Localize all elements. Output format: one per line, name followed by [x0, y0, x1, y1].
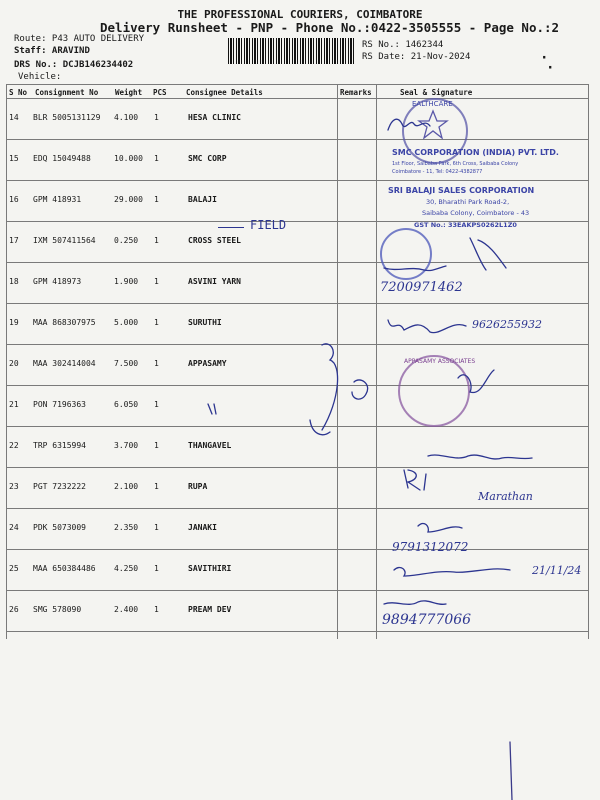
margin-pen-line: [510, 742, 512, 800]
cell-pcs: 1: [154, 564, 159, 573]
header-pcs: PCS: [153, 88, 167, 97]
balaji-stamp-line1: SRI BALAJI SALES CORPORATION: [388, 186, 535, 195]
header-consignee: Consignee Details: [186, 88, 263, 97]
cell-sno: 26: [9, 605, 19, 614]
signature-row18: [384, 266, 446, 271]
cell-consignee: SMC CORP: [188, 154, 227, 163]
handwritten-phone-row18: 7200971462: [380, 280, 463, 295]
cell-pcs: 1: [154, 441, 159, 450]
cell-weight: 6.050: [114, 400, 139, 409]
cell-consignee: SAVITHIRI: [188, 564, 232, 573]
cell-weight: 0.250: [114, 236, 139, 245]
handwritten-phone-row24: 9791312072: [392, 540, 469, 554]
cell-weight: 2.100: [114, 482, 139, 491]
cell-pcs: 1: [154, 113, 159, 122]
cell-pcs: 1: [154, 400, 159, 409]
cell-consignment: GPM 418973: [33, 277, 82, 286]
cell-pcs: 1: [154, 359, 159, 368]
cell-sno: 14: [9, 113, 19, 122]
cell-consignee: BALAJI: [188, 195, 217, 204]
signature-row19: [388, 320, 466, 333]
cell-consignment: TRP 6315994: [33, 441, 86, 450]
cell-sno: 20: [9, 359, 19, 368]
signature-row14: [388, 119, 430, 130]
appasamy-seal-text: APPASAMY ASSOCIATES: [404, 358, 476, 365]
smc-stamp-line3: Coimbatore - 11, Tel: 0422-4382877: [392, 169, 483, 175]
smc-stamp-line1: SMC CORPORATION (INDIA) PVT. LTD.: [392, 148, 559, 157]
cell-pcs: 1: [154, 154, 159, 163]
cell-pcs: 1: [154, 195, 159, 204]
cell-consignment: MAA 650384486: [33, 564, 96, 573]
signature-row25: [394, 568, 510, 576]
route-label: Route: P43 AUTO DELIVERY: [14, 34, 145, 44]
cell-consignment: MAA 302414004: [33, 359, 96, 368]
signature-row23: [428, 455, 532, 459]
ink-dot: ·: [540, 50, 549, 66]
cell-weight: 4.250: [114, 564, 139, 573]
header-weight: Weight: [115, 88, 143, 97]
cell-weight: 2.400: [114, 605, 139, 614]
cell-pcs: 1: [154, 523, 159, 532]
cell-pcs: 1: [154, 277, 159, 286]
cell-sno: 25: [9, 564, 19, 573]
cell-weight: 7.500: [114, 359, 139, 368]
cell-consignee: JANAKI: [188, 523, 217, 532]
header-sno: S No: [9, 88, 28, 97]
staff-label: Staff: ARAVIND: [14, 46, 90, 56]
smc-stamp-line2: 1st Floor, Saibaba Park, 6th Cross, Saibaba Colony: [392, 161, 519, 167]
cell-sno: 19: [9, 318, 19, 327]
cell-sno: 18: [9, 277, 19, 286]
header-seal-signature: Seal & Signature: [400, 88, 473, 97]
cell-sno: 16: [9, 195, 19, 204]
drs-number: DRS No.: DCJB146234402: [14, 60, 134, 70]
cell-weight: 5.000: [114, 318, 139, 327]
ink-mark-20-21: [310, 344, 338, 435]
ink-circle-mark: [352, 380, 368, 399]
round-seal-text: EALTHCARE: [412, 100, 453, 108]
signature-row24: [418, 524, 462, 532]
ink-dot: ·: [546, 60, 555, 76]
cell-consignment: IXM 507411564: [33, 236, 96, 245]
cell-consignee: RUPA: [188, 482, 208, 491]
cell-consignee: CROSS STEEL: [188, 236, 241, 245]
cell-pcs: 1: [154, 605, 159, 614]
cell-sno: 17: [9, 236, 19, 245]
cell-consignment: BLR 5005131129: [33, 113, 101, 122]
vehicle-label: Vehicle:: [18, 72, 62, 82]
rs-date: RS Date: 21-Nov-2024: [362, 52, 471, 62]
signature-row26: [384, 601, 446, 604]
cell-consignee: PREAM DEV: [188, 605, 232, 614]
cell-sno: 22: [9, 441, 19, 450]
cell-consignee: ASVINI YARN: [188, 277, 241, 286]
cell-weight: 29.000: [114, 195, 143, 204]
signature-row20: [458, 370, 494, 393]
signature-row23-initials: [404, 470, 426, 490]
header-remarks: Remarks: [340, 88, 372, 97]
cell-weight: 10.000: [114, 154, 143, 163]
cell-consignment: PDK 5073009: [33, 523, 86, 532]
runsheet-title: Delivery Runsheet - PNP - Phone No.:0422-3505555 - Page No.:2: [100, 20, 560, 35]
cell-consignment: PON 7196363: [33, 400, 86, 409]
handwritten-phone-row26: 9894777066: [382, 612, 472, 628]
cell-consignee: APPASAMY: [188, 359, 227, 368]
handwritten-sig-row23: Marathan: [478, 490, 533, 503]
cell-sno: 15: [9, 154, 19, 163]
rs-number: RS No.: 1462344: [362, 40, 444, 50]
cell-consignment: SMG 578090: [33, 605, 82, 614]
balaji-stamp-line2: 30, Bharathi Park Road-2,: [426, 198, 510, 206]
cell-weight: 1.900: [114, 277, 139, 286]
handwritten-date-row25: 21/11/24: [532, 564, 582, 577]
cell-sno: 21: [9, 400, 19, 409]
cell-consignee: SURUTHI: [188, 318, 222, 327]
cell-weight: 3.700: [114, 441, 139, 450]
ditto-mark: [208, 404, 216, 414]
cell-sno: 24: [9, 523, 19, 532]
cell-pcs: 1: [154, 236, 159, 245]
cell-sno: 23: [9, 482, 19, 491]
header-consignment: Consignment No: [35, 88, 99, 97]
company-name: THE PROFESSIONAL COURIERS, COIMBATORE: [177, 8, 423, 21]
cell-consignee: THANGAVEL: [188, 441, 232, 450]
cell-consignee: HESA CLINIC: [188, 113, 241, 122]
cell-consignment: MAA 868307975: [33, 318, 96, 327]
balaji-stamp-line4: GST No.: 33EAKPS0262L1Z0: [414, 221, 517, 229]
balaji-stamp-line3: Saibaba Colony, Coimbatore - 43: [422, 209, 530, 217]
cell-consignment: EDQ 15049488: [33, 154, 91, 163]
cell-consignment: GPM 418931: [33, 195, 82, 204]
cell-weight: 2.350: [114, 523, 139, 532]
cell-consignment: PGT 7232222: [33, 482, 86, 491]
signature-row17: [470, 238, 506, 270]
handwritten-field-note: FIELD: [250, 218, 287, 232]
cell-pcs: 1: [154, 318, 159, 327]
cell-weight: 4.100: [114, 113, 139, 122]
handwritten-phone-row19: 9626255932: [472, 318, 542, 331]
cell-pcs: 1: [154, 482, 159, 491]
